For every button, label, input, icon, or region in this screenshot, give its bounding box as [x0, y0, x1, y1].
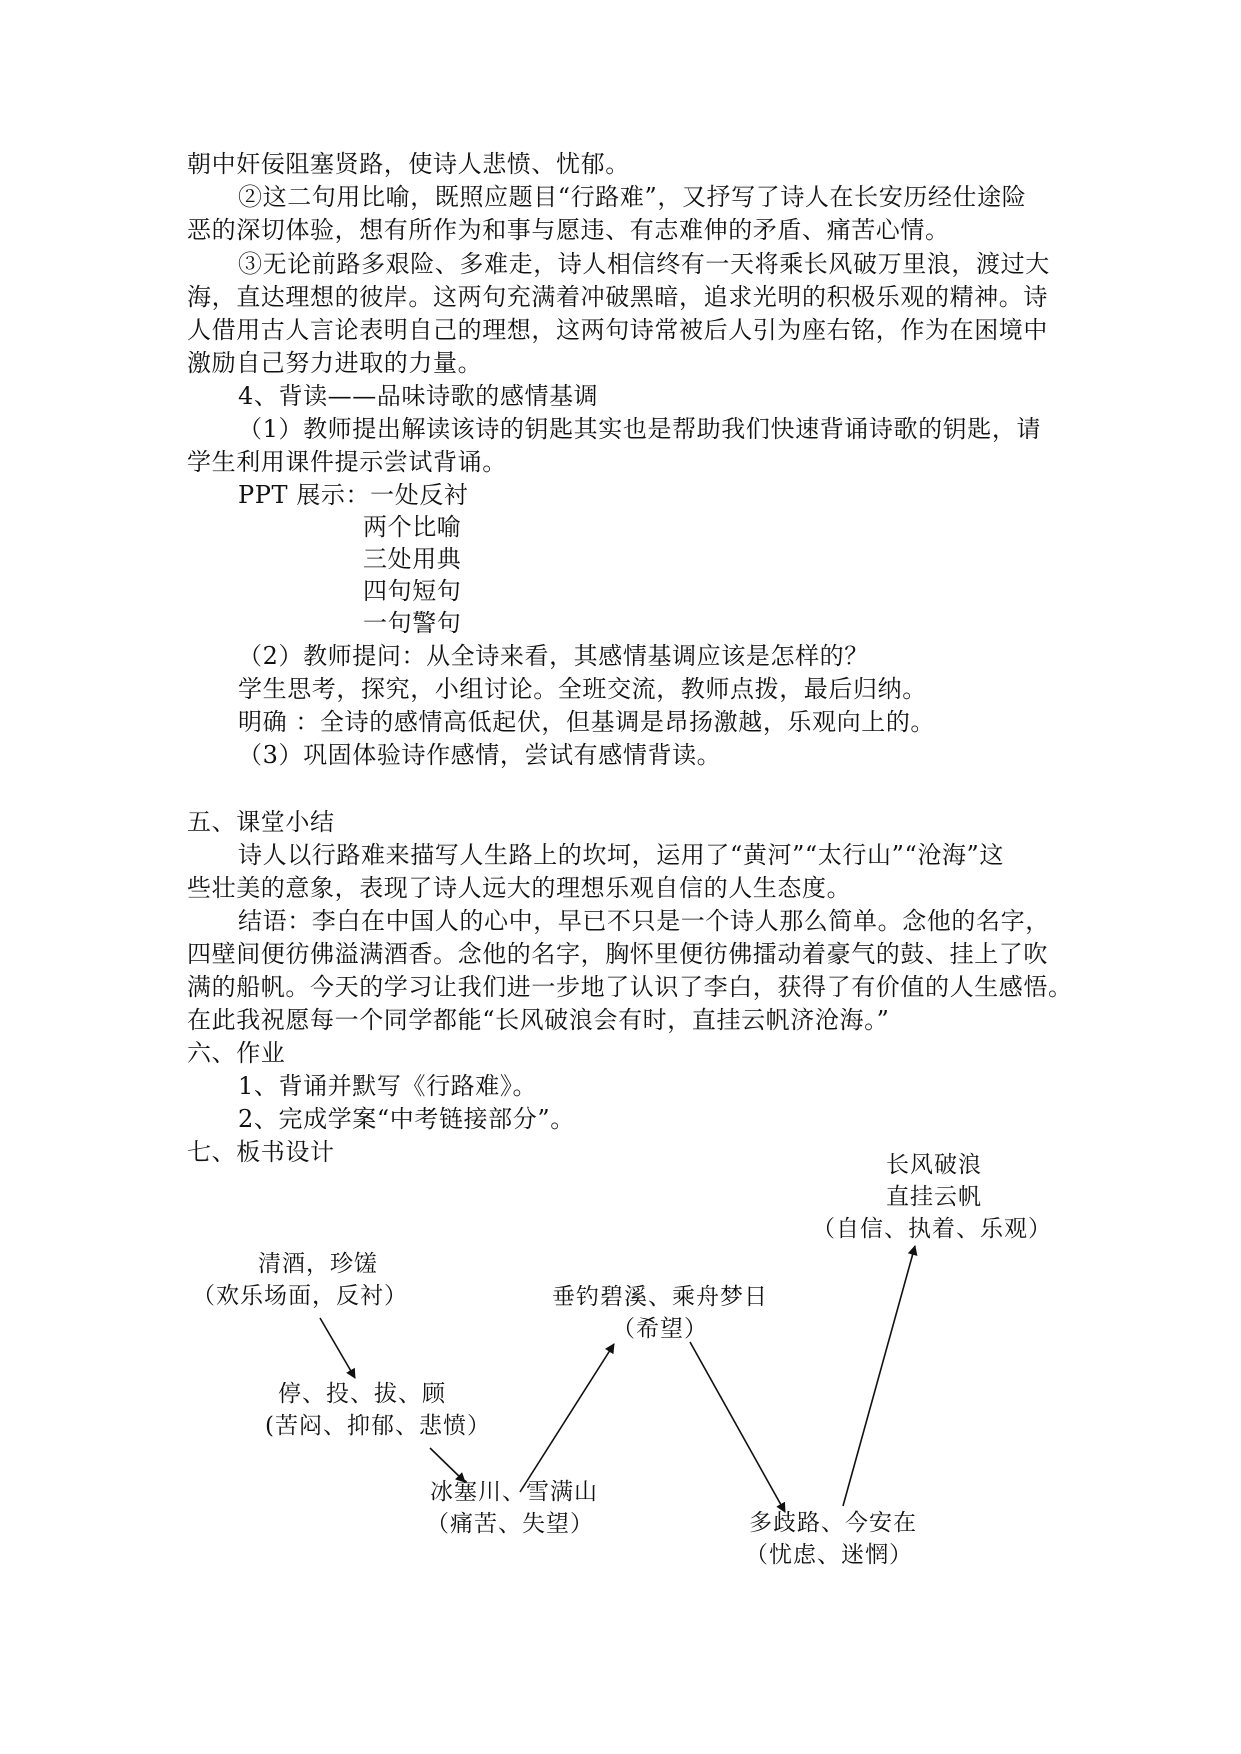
- text-line: 学生利用课件提示尝试背诵。: [187, 448, 507, 476]
- board-node-emotion: （欢乐场面，反衬）: [192, 1283, 408, 1309]
- text-line: 人借用古人言论表明自己的理想，这两句诗常被后人引为座右铭，作为在困境中: [187, 316, 1048, 344]
- section-heading: 4、背读——品味诗歌的感情基调: [238, 382, 599, 410]
- text-line: 朝中奸佞阻塞贤路，使诗人悲愤、忧郁。: [187, 150, 630, 178]
- arrow-4: [690, 1342, 785, 1512]
- arrow-1: [320, 1318, 355, 1378]
- text-line: （2）教师提问：从全诗来看，其感情基调应该是怎样的？: [238, 642, 869, 670]
- text-line: 两个比喻: [363, 513, 462, 541]
- text-line: PPT 展示：一处反衬: [238, 481, 469, 509]
- text-line: 结语：李白在中国人的心中，早已不只是一个诗人那么简单。念他的名字，: [238, 907, 1050, 935]
- text-line: ③无论前路多艰险、多难走，诗人相信终有一天将乘长风破万里浪，渡过大: [238, 250, 1050, 278]
- text-line: 明确 ：全诗的感情高低起伏，但基调是昂扬激越，乐观向上的。: [238, 708, 936, 736]
- arrow-5: [843, 1246, 915, 1506]
- board-node-emotion: （忧虑、迷惘）: [745, 1542, 913, 1568]
- board-node-emotion: （痛苦、失望）: [426, 1511, 594, 1537]
- text-line: 激励自己努力进取的力量。: [187, 349, 483, 377]
- text-line: （3）巩固体验诗作感情，尝试有感情背读。: [238, 741, 722, 769]
- text-line: 学生思考，探究，小组讨论。全班交流，教师点拨，最后归纳。: [238, 675, 927, 703]
- board-node-title: 冰塞川、雪满山: [430, 1479, 598, 1505]
- board-node-emotion: （自信、执着、乐观）: [812, 1216, 1052, 1242]
- text-line: 四句短句: [363, 577, 462, 605]
- text-line: 些壮美的意象，表现了诗人远大的理想乐观自信的人生态度。: [187, 874, 852, 902]
- text-line: 一句警句: [363, 609, 462, 637]
- board-node-title: 长风破浪: [886, 1152, 982, 1178]
- section-heading: 六、作业: [187, 1039, 286, 1067]
- board-node-title: 清酒，珍馐: [258, 1251, 378, 1277]
- board-node-title: 直挂云帆: [886, 1184, 982, 1210]
- text-line: 三处用典: [363, 545, 462, 573]
- text-line: （1）教师提出解读该诗的钥匙其实也是帮助我们快速背诵诗歌的钥匙，请: [238, 415, 1042, 443]
- section-heading: 五、课堂小结: [187, 808, 335, 836]
- text-line: 1、背诵并默写《行路难》。: [238, 1072, 538, 1100]
- text-line: 恶的深切体验，想有所作为和事与愿违、有志难伸的矛盾、痛苦心情。: [187, 216, 950, 244]
- arrow-3: [520, 1344, 614, 1492]
- text-line: 四壁间便彷佛溢满酒香。念他的名字，胸怀里便彷佛擂动着豪气的鼓、挂上了吹: [187, 940, 1048, 968]
- board-node-title: 多歧路、今安在: [749, 1510, 917, 1536]
- board-node-emotion: （希望）: [612, 1316, 708, 1342]
- text-line: 2、完成学案“中考链接部分”。: [238, 1105, 575, 1133]
- text-line: ②这二句用比喻，既照应题目“行路难”，又抒写了诗人在长安历经仕途险: [238, 183, 1027, 211]
- text-line: 满的船帆。今天的学习让我们进一步地了认识了李白，获得了有价值的人生感悟。: [187, 973, 1073, 1001]
- text-line: 在此我祝愿每一个同学都能“长风破浪会有时，直挂云帆济沧海。”: [187, 1006, 890, 1034]
- board-node-emotion: (苦闷、抑郁、悲愤）: [265, 1413, 491, 1439]
- board-node-title: 垂钓碧溪、乘舟梦日: [552, 1284, 768, 1310]
- text-line: 海，直达理想的彼岸。这两句充满着冲破黑暗，追求光明的积极乐观的精神。诗: [187, 283, 1048, 311]
- text-line: 诗人以行路难来描写人生路上的坎坷，运用了“黄河”“太行山”“沧海”这: [238, 841, 1005, 869]
- board-node-title: 停、投、拔、顾: [278, 1381, 446, 1407]
- section-heading: 七、板书设计: [187, 1138, 335, 1166]
